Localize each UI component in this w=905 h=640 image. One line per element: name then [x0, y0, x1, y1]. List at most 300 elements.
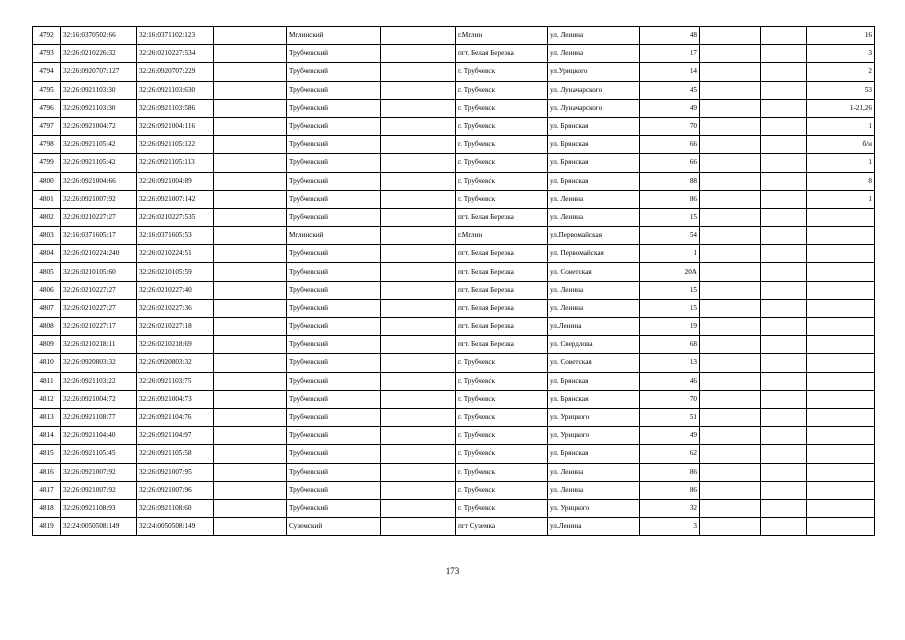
empty-cell: [214, 518, 287, 536]
cadastral-parcel-cell: 32:26:0920803:32: [61, 354, 137, 372]
cadastral-parcel-cell: 32:26:0921105:42: [61, 136, 137, 154]
house-number-cell: 88: [640, 172, 700, 190]
empty-cell: [214, 63, 287, 81]
empty-cell: [761, 390, 807, 408]
empty-cell: [214, 172, 287, 190]
empty-cell: [761, 336, 807, 354]
empty-cell: [761, 172, 807, 190]
empty-cell: [761, 372, 807, 390]
empty-cell: [761, 281, 807, 299]
settlement-cell: г. Трубчевск: [456, 172, 548, 190]
cadastral-building-cell: 32:26:0920803:32: [137, 354, 214, 372]
apartment-cell: [807, 263, 875, 281]
empty-cell: [214, 336, 287, 354]
apartment-cell: [807, 299, 875, 317]
street-cell: ул. Ленина: [548, 208, 640, 226]
empty-cell: [381, 299, 456, 317]
empty-cell: [700, 354, 761, 372]
cadastral-parcel-cell: 32:26:0921103:30: [61, 99, 137, 117]
table-row: [33, 390, 875, 408]
empty-cell: [761, 136, 807, 154]
empty-cell: [761, 318, 807, 336]
cadastral-parcel-cell: 32:26:0921103:22: [61, 372, 137, 390]
house-number-cell: 86: [640, 190, 700, 208]
cadastral-building-cell: 32:16:0371102:123: [137, 27, 214, 45]
table-row: [33, 445, 875, 463]
empty-cell: [700, 318, 761, 336]
empty-cell: [214, 427, 287, 445]
table-row: [33, 499, 875, 517]
empty-cell: [381, 354, 456, 372]
empty-cell: [700, 208, 761, 226]
empty-cell: [214, 299, 287, 317]
registry-table: [32, 26, 875, 536]
apartment-cell: 1: [807, 190, 875, 208]
street-cell: ул.Первомайская: [548, 227, 640, 245]
empty-cell: [700, 336, 761, 354]
street-cell: ул. Ленина: [548, 190, 640, 208]
cadastral-building-cell: 32:26:0210227:40: [137, 281, 214, 299]
row-number-cell: 4801: [33, 190, 61, 208]
table-row: [33, 63, 875, 81]
district-cell: Трубчевский: [287, 99, 381, 117]
settlement-cell: г. Трубчевск: [456, 408, 548, 426]
table-row: [33, 299, 875, 317]
street-cell: ул. Ленина: [548, 463, 640, 481]
empty-cell: [761, 481, 807, 499]
empty-cell: [214, 27, 287, 45]
row-number-cell: 4796: [33, 99, 61, 117]
house-number-cell: 46: [640, 372, 700, 390]
street-cell: ул.Урицкого: [548, 63, 640, 81]
district-cell: Трубчевский: [287, 499, 381, 517]
street-cell: ул.Ленина: [548, 318, 640, 336]
empty-cell: [381, 518, 456, 536]
empty-cell: [761, 227, 807, 245]
cadastral-building-cell: 32:26:0210227:18: [137, 318, 214, 336]
cadastral-parcel-cell: 32:26:0921103:30: [61, 81, 137, 99]
cadastral-parcel-cell: 32:26:0210224:240: [61, 245, 137, 263]
empty-cell: [381, 463, 456, 481]
street-cell: ул. Ленина: [548, 27, 640, 45]
apartment-cell: [807, 463, 875, 481]
settlement-cell: г. Трубчевск: [456, 154, 548, 172]
settlement-cell: г. Трубчевск: [456, 99, 548, 117]
house-number-cell: 15: [640, 281, 700, 299]
empty-cell: [381, 445, 456, 463]
cadastral-parcel-cell: 32:26:0921108:77: [61, 408, 137, 426]
cadastral-parcel-cell: 32:26:0921105:45: [61, 445, 137, 463]
settlement-cell: г. Трубчевск: [456, 354, 548, 372]
empty-cell: [761, 81, 807, 99]
house-number-cell: 66: [640, 154, 700, 172]
empty-cell: [761, 63, 807, 81]
row-number-cell: 4819: [33, 518, 61, 536]
table-row: [33, 81, 875, 99]
empty-cell: [700, 499, 761, 517]
cadastral-building-cell: 32:24:0050508:149: [137, 518, 214, 536]
house-number-cell: 70: [640, 117, 700, 135]
table-row: [33, 136, 875, 154]
empty-cell: [381, 318, 456, 336]
empty-cell: [214, 117, 287, 135]
cadastral-parcel-cell: 32:26:0210227:27: [61, 299, 137, 317]
house-number-cell: 3: [640, 518, 700, 536]
empty-cell: [761, 299, 807, 317]
empty-cell: [214, 99, 287, 117]
street-cell: ул. Ленина: [548, 281, 640, 299]
row-number-cell: 4800: [33, 172, 61, 190]
empty-cell: [700, 172, 761, 190]
cadastral-building-cell: 32:26:0921104:97: [137, 427, 214, 445]
settlement-cell: пгт Суземка: [456, 518, 548, 536]
empty-cell: [700, 281, 761, 299]
apartment-cell: [807, 499, 875, 517]
apartment-cell: [807, 281, 875, 299]
cadastral-parcel-cell: 32:26:0920707:127: [61, 63, 137, 81]
street-cell: ул. Луначарского: [548, 99, 640, 117]
row-number-cell: 4818: [33, 499, 61, 517]
row-number-cell: 4808: [33, 318, 61, 336]
district-cell: Трубчевский: [287, 136, 381, 154]
district-cell: Трубчевский: [287, 318, 381, 336]
house-number-cell: 1: [640, 245, 700, 263]
house-number-cell: 45: [640, 81, 700, 99]
empty-cell: [381, 99, 456, 117]
empty-cell: [381, 208, 456, 226]
empty-cell: [700, 390, 761, 408]
street-cell: ул. Брянская: [548, 445, 640, 463]
cadastral-building-cell: 32:26:0210218:69: [137, 336, 214, 354]
district-cell: Трубчевский: [287, 190, 381, 208]
empty-cell: [214, 154, 287, 172]
street-cell: ул. Луначарского: [548, 81, 640, 99]
settlement-cell: г. Трубчевск: [456, 136, 548, 154]
row-number-cell: 4795: [33, 81, 61, 99]
district-cell: Трубчевский: [287, 263, 381, 281]
district-cell: Трубчевский: [287, 481, 381, 499]
street-cell: ул. Ленина: [548, 481, 640, 499]
empty-cell: [761, 117, 807, 135]
empty-cell: [700, 481, 761, 499]
empty-cell: [700, 408, 761, 426]
cadastral-parcel-cell: 32:26:0921004:72: [61, 390, 137, 408]
street-cell: ул. Брянская: [548, 372, 640, 390]
row-number-cell: 4805: [33, 263, 61, 281]
settlement-cell: пгт. Белая Березка: [456, 208, 548, 226]
empty-cell: [700, 445, 761, 463]
house-number-cell: 49: [640, 427, 700, 445]
district-cell: Трубчевский: [287, 445, 381, 463]
row-number-cell: 4813: [33, 408, 61, 426]
street-cell: ул. Брянская: [548, 154, 640, 172]
empty-cell: [700, 81, 761, 99]
row-number-cell: 4797: [33, 117, 61, 135]
street-cell: ул. Советская: [548, 263, 640, 281]
district-cell: Трубчевский: [287, 336, 381, 354]
settlement-cell: пгт. Белая Березка: [456, 263, 548, 281]
cadastral-building-cell: 32:26:0921007:95: [137, 463, 214, 481]
settlement-cell: пгт. Белая Березка: [456, 45, 548, 63]
table-row: [33, 354, 875, 372]
cadastral-building-cell: 32:26:0210105:59: [137, 263, 214, 281]
row-number-cell: 4814: [33, 427, 61, 445]
empty-cell: [381, 245, 456, 263]
apartment-cell: 3: [807, 45, 875, 63]
district-cell: Трубчевский: [287, 63, 381, 81]
street-cell: ул. Урицкого: [548, 427, 640, 445]
empty-cell: [214, 281, 287, 299]
settlement-cell: г. Трубчевск: [456, 63, 548, 81]
cadastral-building-cell: 32:26:0920707:229: [137, 63, 214, 81]
cadastral-parcel-cell: 32:16:0370502:66: [61, 27, 137, 45]
empty-cell: [761, 408, 807, 426]
district-cell: Трубчевский: [287, 117, 381, 135]
empty-cell: [700, 518, 761, 536]
cadastral-building-cell: 32:26:0921004:73: [137, 390, 214, 408]
district-cell: Трубчевский: [287, 281, 381, 299]
district-cell: Трубчевский: [287, 372, 381, 390]
table-row: [33, 227, 875, 245]
street-cell: ул. Брянская: [548, 117, 640, 135]
empty-cell: [381, 227, 456, 245]
district-cell: Трубчевский: [287, 154, 381, 172]
house-number-cell: 62: [640, 445, 700, 463]
cadastral-building-cell: 32:26:0921103:75: [137, 372, 214, 390]
settlement-cell: г. Трубчевск: [456, 445, 548, 463]
table-row: [33, 463, 875, 481]
district-cell: Мглинский: [287, 27, 381, 45]
empty-cell: [381, 263, 456, 281]
table-row: [33, 154, 875, 172]
empty-cell: [761, 208, 807, 226]
street-cell: ул. Свердлова: [548, 336, 640, 354]
apartment-cell: б/н: [807, 136, 875, 154]
empty-cell: [381, 136, 456, 154]
empty-cell: [700, 136, 761, 154]
house-number-cell: 86: [640, 463, 700, 481]
cadastral-parcel-cell: 32:26:0921007:92: [61, 190, 137, 208]
page-number: 173: [445, 566, 460, 576]
settlement-cell: г. Трубчевск: [456, 81, 548, 99]
settlement-cell: г. Трубчевск: [456, 481, 548, 499]
empty-cell: [381, 154, 456, 172]
empty-cell: [381, 45, 456, 63]
apartment-cell: 2: [807, 63, 875, 81]
district-cell: Мглинский: [287, 227, 381, 245]
table-row: [33, 518, 875, 536]
empty-cell: [761, 354, 807, 372]
empty-cell: [761, 45, 807, 63]
empty-cell: [761, 445, 807, 463]
district-cell: Трубчевский: [287, 45, 381, 63]
table-row: [33, 336, 875, 354]
settlement-cell: г. Трубчевск: [456, 117, 548, 135]
district-cell: Трубчевский: [287, 245, 381, 263]
empty-cell: [214, 227, 287, 245]
empty-cell: [700, 154, 761, 172]
empty-cell: [214, 354, 287, 372]
empty-cell: [700, 190, 761, 208]
empty-cell: [214, 390, 287, 408]
row-number-cell: 4798: [33, 136, 61, 154]
row-number-cell: 4802: [33, 208, 61, 226]
table-row: [33, 408, 875, 426]
district-cell: Трубчевский: [287, 208, 381, 226]
cadastral-parcel-cell: 32:26:0210218:11: [61, 336, 137, 354]
empty-cell: [214, 245, 287, 263]
table-row: [33, 245, 875, 263]
settlement-cell: г. Трубчевск: [456, 372, 548, 390]
cadastral-building-cell: 32:26:0921105:58: [137, 445, 214, 463]
cadastral-parcel-cell: 32:26:0921108:93: [61, 499, 137, 517]
table-row: [33, 208, 875, 226]
empty-cell: [214, 499, 287, 517]
empty-cell: [761, 190, 807, 208]
house-number-cell: 14: [640, 63, 700, 81]
district-cell: Трубчевский: [287, 427, 381, 445]
street-cell: ул. Брянская: [548, 172, 640, 190]
apartment-cell: 1: [807, 154, 875, 172]
street-cell: ул. Урицкого: [548, 499, 640, 517]
cadastral-parcel-cell: 32:26:0210226:32: [61, 45, 137, 63]
empty-cell: [381, 427, 456, 445]
empty-cell: [381, 81, 456, 99]
settlement-cell: г. Трубчевск: [456, 190, 548, 208]
house-number-cell: 17: [640, 45, 700, 63]
empty-cell: [761, 263, 807, 281]
cadastral-parcel-cell: 32:26:0921007:92: [61, 463, 137, 481]
house-number-cell: 15: [640, 299, 700, 317]
row-number-cell: 4806: [33, 281, 61, 299]
settlement-cell: г.Мглин: [456, 27, 548, 45]
street-cell: ул. Брянская: [548, 390, 640, 408]
table-row: [33, 45, 875, 63]
apartment-cell: 16: [807, 27, 875, 45]
house-number-cell: 51: [640, 408, 700, 426]
row-number-cell: 4811: [33, 372, 61, 390]
empty-cell: [761, 27, 807, 45]
empty-cell: [761, 99, 807, 117]
empty-cell: [381, 172, 456, 190]
apartment-cell: [807, 227, 875, 245]
row-number-cell: 4794: [33, 63, 61, 81]
district-cell: Трубчевский: [287, 408, 381, 426]
row-number-cell: 4807: [33, 299, 61, 317]
empty-cell: [381, 372, 456, 390]
cadastral-building-cell: 32:26:0921108:60: [137, 499, 214, 517]
settlement-cell: пгт. Белая Березка: [456, 318, 548, 336]
table-row: [33, 27, 875, 45]
street-cell: ул. Ленина: [548, 299, 640, 317]
cadastral-building-cell: 32:26:0210227:534: [137, 45, 214, 63]
cadastral-building-cell: 32:26:0210224:51: [137, 245, 214, 263]
house-number-cell: 70: [640, 390, 700, 408]
table-row: [33, 172, 875, 190]
empty-cell: [761, 463, 807, 481]
empty-cell: [700, 245, 761, 263]
empty-cell: [761, 427, 807, 445]
district-cell: Трубчевский: [287, 81, 381, 99]
empty-cell: [700, 117, 761, 135]
apartment-cell: [807, 208, 875, 226]
cadastral-parcel-cell: 32:26:0921004:66: [61, 172, 137, 190]
empty-cell: [214, 318, 287, 336]
cadastral-parcel-cell: 32:26:0921105:42: [61, 154, 137, 172]
apartment-cell: [807, 354, 875, 372]
empty-cell: [381, 499, 456, 517]
house-number-cell: 32: [640, 499, 700, 517]
empty-cell: [214, 463, 287, 481]
empty-cell: [381, 390, 456, 408]
cadastral-parcel-cell: 32:16:0371605:17: [61, 227, 137, 245]
cadastral-building-cell: 32:26:0921004:116: [137, 117, 214, 135]
row-number-cell: 4804: [33, 245, 61, 263]
empty-cell: [761, 499, 807, 517]
settlement-cell: г. Трубчевск: [456, 427, 548, 445]
empty-cell: [700, 27, 761, 45]
row-number-cell: 4812: [33, 390, 61, 408]
cadastral-parcel-cell: 32:26:0210227:27: [61, 208, 137, 226]
cadastral-parcel-cell: 32:26:0210227:17: [61, 318, 137, 336]
cadastral-building-cell: 32:26:0210227:535: [137, 208, 214, 226]
table-row: [33, 427, 875, 445]
settlement-cell: пгт. Белая Березка: [456, 299, 548, 317]
district-cell: Трубчевский: [287, 354, 381, 372]
cadastral-building-cell: 32:26:0210227:36: [137, 299, 214, 317]
empty-cell: [700, 372, 761, 390]
settlement-cell: г. Трубчевск: [456, 390, 548, 408]
empty-cell: [700, 63, 761, 81]
cadastral-building-cell: 32:26:0921105:113: [137, 154, 214, 172]
cadastral-building-cell: 32:26:0921007:142: [137, 190, 214, 208]
house-number-cell: 15: [640, 208, 700, 226]
cadastral-parcel-cell: 32:26:0210227:27: [61, 281, 137, 299]
street-cell: ул. Брянская: [548, 136, 640, 154]
district-cell: Суземский: [287, 518, 381, 536]
empty-cell: [381, 190, 456, 208]
settlement-cell: пгт. Белая Березка: [456, 245, 548, 263]
apartment-cell: [807, 481, 875, 499]
empty-cell: [381, 336, 456, 354]
cadastral-building-cell: 32:26:0921007:96: [137, 481, 214, 499]
apartment-cell: 1: [807, 117, 875, 135]
apartment-cell: [807, 445, 875, 463]
cadastral-parcel-cell: 32:24:0050508:149: [61, 518, 137, 536]
cadastral-parcel-cell: 32:26:0921004:72: [61, 117, 137, 135]
empty-cell: [761, 154, 807, 172]
empty-cell: [381, 281, 456, 299]
row-number-cell: 4816: [33, 463, 61, 481]
empty-cell: [700, 299, 761, 317]
table-row: [33, 99, 875, 117]
apartment-cell: [807, 427, 875, 445]
empty-cell: [214, 263, 287, 281]
empty-cell: [381, 481, 456, 499]
row-number-cell: 4803: [33, 227, 61, 245]
empty-cell: [214, 481, 287, 499]
district-cell: Трубчевский: [287, 172, 381, 190]
empty-cell: [761, 245, 807, 263]
table-row: [33, 372, 875, 390]
house-number-cell: 68: [640, 336, 700, 354]
settlement-cell: пгт. Белая Березка: [456, 281, 548, 299]
house-number-cell: 66: [640, 136, 700, 154]
house-number-cell: 48: [640, 27, 700, 45]
table-row: [33, 318, 875, 336]
house-number-cell: 54: [640, 227, 700, 245]
cadastral-building-cell: 32:26:0921004:89: [137, 172, 214, 190]
